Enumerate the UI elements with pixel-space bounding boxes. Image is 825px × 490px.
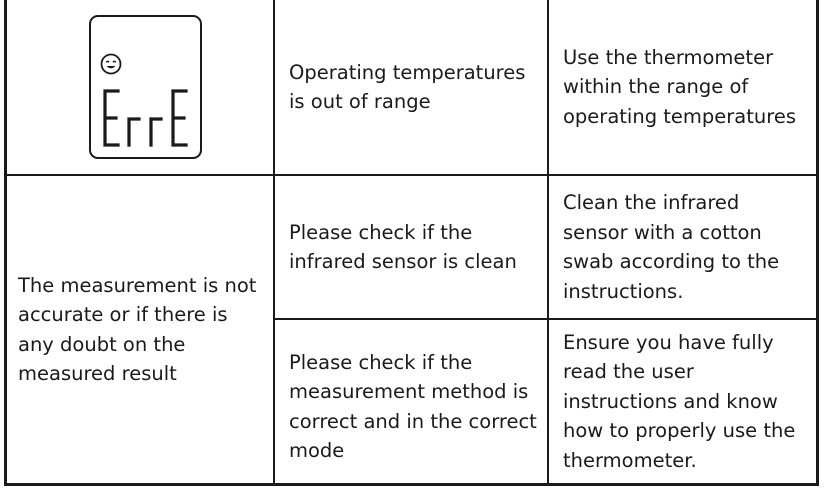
- problem-text: The measurement is not accurate or if there is any doubt on the measured result: [18, 273, 257, 385]
- problem-cell-measurement-accuracy: [7, 176, 273, 483]
- cause-text: Please check if the infrared sensor is clean: [289, 220, 517, 273]
- cause-text: Operating temperatures is out of range: [289, 60, 526, 113]
- lcd-error-display: [89, 15, 202, 159]
- solution-text: Clean the infrared sensor with a cotton swab according to the instructions.: [563, 191, 780, 303]
- solution-cell-sensor-clean: [549, 176, 815, 318]
- troubleshooting-table: [4, 0, 819, 486]
- solution-text: Ensure you have fully read the user instructions and know how to properly use the thermometer.: [563, 330, 796, 472]
- solution-cell-operating-temperature: [549, 0, 815, 174]
- cause-cell-measurement-method: [275, 320, 547, 483]
- cause-cell-operating-temperature: [275, 0, 547, 174]
- smiley-face-icon: [100, 53, 122, 75]
- solution-text: Use the thermometer within the range of operating temperatures: [563, 45, 797, 128]
- solution-cell-measurement-method: [549, 320, 815, 483]
- cause-text: Please check if the measurement method is correct and in the correct mode: [289, 350, 537, 462]
- cause-cell-sensor-clean: [275, 176, 547, 318]
- error-code-segment-digits: [101, 87, 193, 149]
